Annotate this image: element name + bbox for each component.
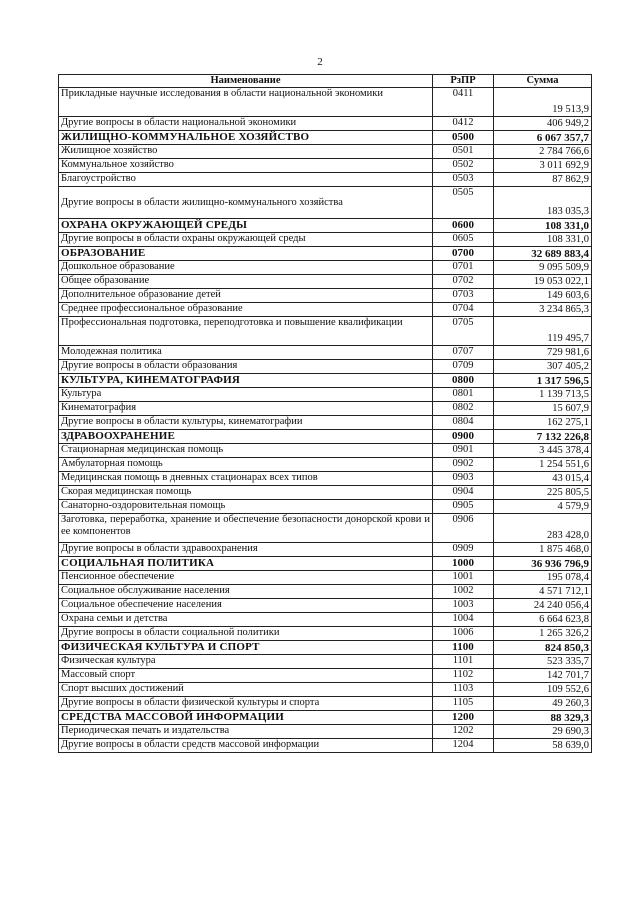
cell-code: 0700 [433,247,494,261]
table-row [59,159,592,173]
cell-code: 0600 [433,219,494,233]
cell-code: 0901 [433,444,494,458]
cell-code: 0703 [433,289,494,303]
cell-code: 1002 [433,585,494,599]
cell-code: 0902 [433,458,494,472]
cell-sum: 162 275,1 [494,416,592,430]
cell-name: Общее образование [59,275,433,289]
table-row [59,613,592,627]
cell-sum: 3 011 692,9 [494,159,592,173]
cell-name: Дополнительное образование детей [59,289,433,303]
cell-name: Охрана семьи и детства [59,613,433,627]
cell-code: 0500 [433,131,494,145]
cell-sum: 1 317 596,5 [494,374,592,388]
cell-name: Периодическая печать и издательства [59,725,433,739]
cell-sum: 3 234 865,3 [494,303,592,317]
cell-code: 0800 [433,374,494,388]
cell-code: 1200 [433,711,494,725]
cell-code: 0411 [433,88,494,117]
cell-name: Благоустройство [59,173,433,187]
cell-name: Другие вопросы в области национальной экономики [59,117,433,131]
table-row [59,571,592,585]
cell-name: Стационарная медицинская помощь [59,444,433,458]
cell-sum: 6 067 357,7 [494,131,592,145]
cell-sum: 9 095 509,9 [494,261,592,275]
cell-name: ОХРАНА ОКРУЖАЮЩЕЙ СРЕДЫ [59,219,433,233]
cell-name: Молодежная политика [59,346,433,360]
cell-name: Пенсионное обеспечение [59,571,433,585]
cell-code: 1004 [433,613,494,627]
cell-sum: 406 949,2 [494,117,592,131]
cell-sum: 29 690,3 [494,725,592,739]
cell-sum: 43 015,4 [494,472,592,486]
table-row [59,360,592,374]
cell-code: 0704 [433,303,494,317]
cell-name: Прикладные научные исследования в области национальной экономики [59,88,433,117]
table-row [59,500,592,514]
cell-code: 1000 [433,557,494,571]
cell-name: Спорт высших достижений [59,683,433,697]
table-section-row [59,557,592,571]
column-header-code: РзПР [433,75,494,88]
table-row [59,739,592,753]
cell-sum: 307 405,2 [494,360,592,374]
cell-code: 0804 [433,416,494,430]
cell-sum: 824 850,3 [494,641,592,655]
table-section-row [59,374,592,388]
table-header-row [59,75,592,88]
cell-sum: 49 260,3 [494,697,592,711]
cell-sum: 149 603,6 [494,289,592,303]
cell-name: ЖИЛИЩНО-КОММУНАЛЬНОЕ ХОЗЯЙСТВО [59,131,433,145]
cell-name: Дошкольное образование [59,261,433,275]
cell-code: 0900 [433,430,494,444]
cell-code: 0702 [433,275,494,289]
cell-code: 1102 [433,669,494,683]
table-row [59,145,592,159]
cell-sum: 1 265 326,2 [494,627,592,641]
cell-name: Коммунальное хозяйство [59,159,433,173]
cell-sum: 36 936 796,9 [494,557,592,571]
cell-sum: 58 639,0 [494,739,592,753]
table-row [59,261,592,275]
cell-code: 1204 [433,739,494,753]
cell-sum: 4 571 712,1 [494,585,592,599]
cell-sum: 19 053 022,1 [494,275,592,289]
cell-sum: 183 035,3 [494,187,592,219]
cell-sum: 87 862,9 [494,173,592,187]
cell-code: 0503 [433,173,494,187]
cell-name: Среднее профессиональное образование [59,303,433,317]
cell-code: 0903 [433,472,494,486]
cell-name: ФИЗИЧЕСКАЯ КУЛЬТУРА И СПОРТ [59,641,433,655]
table-row [59,669,592,683]
cell-name: Жилищное хозяйство [59,145,433,159]
cell-code: 0412 [433,117,494,131]
table-row [59,233,592,247]
table-section-row [59,641,592,655]
cell-name: Другие вопросы в области средств массовой информации [59,739,433,753]
cell-name: Другие вопросы в области физической культуры и спорта [59,697,433,711]
cell-code: 1100 [433,641,494,655]
cell-name: Массовый спорт [59,669,433,683]
cell-code: 1101 [433,655,494,669]
table-row [59,275,592,289]
table-row [59,543,592,557]
table-row [59,585,592,599]
cell-name: Санаторно-оздоровительная помощь [59,500,433,514]
cell-name: ЗДРАВООХРАНЕНИЕ [59,430,433,444]
table-row [59,117,592,131]
cell-sum: 7 132 226,8 [494,430,592,444]
cell-code: 1202 [433,725,494,739]
cell-name: Кинематография [59,402,433,416]
table-row [59,88,592,117]
table-section-row [59,711,592,725]
cell-code: 0905 [433,500,494,514]
cell-sum: 15 607,9 [494,402,592,416]
table-row [59,486,592,500]
table-row [59,725,592,739]
cell-name: Другие вопросы в области жилищно-коммунального хозяйства [59,187,433,219]
table-row [59,173,592,187]
cell-sum: 225 805,5 [494,486,592,500]
cell-code: 1103 [433,683,494,697]
cell-name: Профессиональная подготовка, переподготовка и повышение квалификации [59,317,433,346]
table-section-row [59,131,592,145]
cell-sum: 4 579,9 [494,500,592,514]
cell-code: 0701 [433,261,494,275]
table-section-row [59,219,592,233]
cell-code: 0502 [433,159,494,173]
cell-name: СОЦИАЛЬНАЯ ПОЛИТИКА [59,557,433,571]
cell-name: Физическая культура [59,655,433,669]
cell-sum: 19 513,9 [494,88,592,117]
cell-sum: 2 784 766,6 [494,145,592,159]
table-row [59,416,592,430]
table-row [59,514,592,543]
table-row [59,697,592,711]
table-row [59,683,592,697]
cell-code: 1003 [433,599,494,613]
table-row [59,289,592,303]
cell-code: 1105 [433,697,494,711]
cell-code: 0904 [433,486,494,500]
cell-name: Другие вопросы в области образования [59,360,433,374]
cell-name: Другие вопросы в области культуры, кинематографии [59,416,433,430]
table-row [59,444,592,458]
cell-code: 0705 [433,317,494,346]
cell-name: Заготовка, переработка, хранение и обеспечение безопасности донорской крови и ее компонентов [59,514,433,543]
cell-name: Другие вопросы в области охраны окружающей среды [59,233,433,247]
cell-name: Скорая медицинская помощь [59,486,433,500]
cell-sum: 88 329,3 [494,711,592,725]
cell-sum: 283 428,0 [494,514,592,543]
table-row [59,346,592,360]
cell-code: 0709 [433,360,494,374]
cell-sum: 109 552,6 [494,683,592,697]
cell-code: 1001 [433,571,494,585]
page-number: 2 [317,56,323,68]
cell-code: 0707 [433,346,494,360]
table-row [59,599,592,613]
column-header-sum: Сумма [494,75,592,88]
cell-sum: 108 331,0 [494,219,592,233]
cell-code: 0906 [433,514,494,543]
table-section-row [59,430,592,444]
cell-sum: 1 139 713,5 [494,388,592,402]
cell-code: 0909 [433,543,494,557]
cell-sum: 523 335,7 [494,655,592,669]
cell-name: Другие вопросы в области здравоохранения [59,543,433,557]
cell-name: СРЕДСТВА МАССОВОЙ ИНФОРМАЦИИ [59,711,433,725]
cell-sum: 24 240 056,4 [494,599,592,613]
table-row [59,627,592,641]
cell-sum: 6 664 623,8 [494,613,592,627]
cell-name: КУЛЬТУРА, КИНЕМАТОГРАФИЯ [59,374,433,388]
cell-sum: 108 331,0 [494,233,592,247]
column-header-name: Наименование [59,75,433,88]
cell-name: Другие вопросы в области социальной политики [59,627,433,641]
table-row [59,388,592,402]
cell-sum: 3 445 378,4 [494,444,592,458]
cell-sum: 195 078,4 [494,571,592,585]
cell-name: Социальное обеспечение населения [59,599,433,613]
cell-code: 0801 [433,388,494,402]
cell-sum: 1 875 468,0 [494,543,592,557]
table-row [59,303,592,317]
cell-name: ОБРАЗОВАНИЕ [59,247,433,261]
table-row [59,655,592,669]
cell-sum: 142 701,7 [494,669,592,683]
cell-code: 0501 [433,145,494,159]
table-section-row [59,247,592,261]
table-row [59,402,592,416]
cell-sum: 729 981,6 [494,346,592,360]
table-row [59,187,592,219]
cell-code: 0802 [433,402,494,416]
cell-sum: 119 495,7 [494,317,592,346]
cell-code: 0605 [433,233,494,247]
table-body [59,88,592,753]
table-row [59,317,592,346]
cell-name: Амбулаторная помощь [59,458,433,472]
cell-code: 1006 [433,627,494,641]
cell-sum: 32 689 883,4 [494,247,592,261]
cell-name: Культура [59,388,433,402]
table-row [59,472,592,486]
cell-code: 0505 [433,187,494,219]
cell-sum: 1 254 551,6 [494,458,592,472]
budget-table [58,74,592,753]
cell-name: Медицинская помощь в дневных стационарах всех типов [59,472,433,486]
table-row [59,458,592,472]
cell-name: Социальное обслуживание населения [59,585,433,599]
